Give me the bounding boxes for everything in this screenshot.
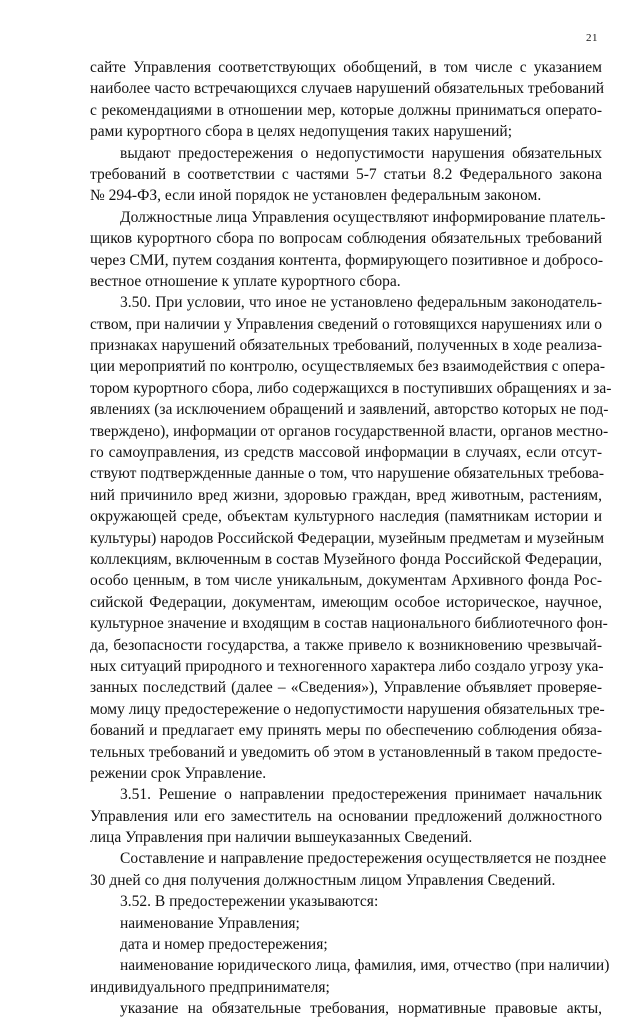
text-line: мому лицу предостережение о недопустимости нарушения обязательных тре- xyxy=(90,700,605,718)
text-line: окружающей среде, объектам культурного наследия (памятникам истории и xyxy=(90,508,602,526)
text-line: лица Управления при наличии вышеуказанных Сведений. xyxy=(90,829,473,847)
text-line: культурное значение и входящим в состав национального библиотечного фон- xyxy=(90,615,608,633)
text-line: бований и предлагает ему принять меры по обеспечению соблюдения обяза- xyxy=(90,722,602,740)
text-line: тверждено), информации от органов государственной власти, органов местно- xyxy=(90,422,609,440)
text-line: вестное отношение к уплате курортного сбора. xyxy=(90,272,401,290)
body-text xyxy=(90,57,612,1020)
text-line: указание на обязательные требования, нормативные правовые акты, xyxy=(120,1000,602,1018)
text-line: тором курортного сбора, либо содержащихся в поступивших обращениях и за- xyxy=(90,379,612,397)
text-line: режении срок Управление. xyxy=(90,764,267,782)
text-line: сийской Федерации, документам, имеющим особое историческое, научное, xyxy=(90,593,602,611)
text-line: индивидуального предпринимателя; xyxy=(90,978,330,996)
text-line: ний причинило вред жизни, здоровью граждан, вред животным, растениям, xyxy=(90,486,602,504)
text-line: 3.51. Решение о направлении предостережения принимает начальник xyxy=(120,786,602,804)
text-line: 30 дней со дня получения должностным лицом Управления Сведений. xyxy=(90,871,556,889)
text-line: сайте Управления соответствующих обобщений, в том числе с указанием xyxy=(90,59,602,76)
text-line: 3.50. При условии, что иное не установлено федеральным законодатель- xyxy=(120,294,602,312)
text-line: Составление и направление предостережения осуществляется не позднее xyxy=(120,850,607,868)
text-line: признаках нарушений обязательных требований, полученных в ходе реализа- xyxy=(90,337,603,355)
text-line: го самоуправления, из средств массовой информации в случаях, если отсут- xyxy=(90,444,602,462)
text-line: требований в соответствии с частями 5-7 статьи 8.2 Федерального закона xyxy=(90,165,602,183)
page-number: 21 xyxy=(586,32,598,44)
text-line: Должностные лица Управления осуществляют информирование платель- xyxy=(120,208,606,226)
text-line: выдают предостережения о недопустимости нарушения обязательных xyxy=(120,144,602,162)
text-line: дата и номер предостережения; xyxy=(120,936,328,954)
text-line: № 294-ФЗ, если иной порядок не установлен федеральным законом. xyxy=(90,187,542,205)
text-line: наименование юридического лица, фамилия, имя, отчество (при наличии) xyxy=(120,957,610,975)
text-line: явлениях (за исключением обращений и заявлений, авторство которых не под- xyxy=(90,401,609,419)
text-line: культуры) народов Российской Федерации, музейным предметам и музейным xyxy=(90,529,604,547)
text-line: ством, при наличии у Управления сведений о готовящихся нарушениях или о xyxy=(90,315,602,333)
text-line: занных последствий (далее – «Сведения»), Управление объявляет проверяе- xyxy=(90,679,602,697)
text-line: ных ситуаций природного и техногенного характера либо создало угрозу ука- xyxy=(90,657,604,675)
text-line: ции мероприятий по контролю, осуществляемых без взаимодействия с опера- xyxy=(90,358,606,376)
text-line: коллекциям, включенным в состав Музейного фонда Российской Федерации, xyxy=(90,550,602,568)
text-line: Управления или его заместитель на основании предложений должностного xyxy=(90,807,602,825)
text-line: да, безопасности государства, а также привело к возникновению чрезвычай- xyxy=(90,636,602,654)
text-line: щиков курортного сбора по вопросам соблюдения обязательных требований xyxy=(90,230,602,248)
text-line: наиболее часто встречающихся случаев нарушений обязательных требований xyxy=(90,80,605,98)
text-line: ствуют подтвержденные данные о том, что нарушение обязательных требова- xyxy=(90,465,605,483)
text-line: с рекомендациями в отношении мер, которые должны приниматься операто- xyxy=(90,101,602,119)
text-line: тельных требований и уведомить об этом в установленный в таком предосте- xyxy=(90,743,602,761)
text-line: особо ценным, в том числе уникальным, документам Архивного фонда Рос- xyxy=(90,572,602,590)
text-line: рами курортного сбора в целях недопущения таких нарушений; xyxy=(90,123,513,141)
text-line: наименование Управления; xyxy=(120,914,300,932)
text-line: 3.52. В предостережении указываются: xyxy=(120,893,379,911)
text-line: через СМИ, путем создания контента, формирующего позитивное и добросо- xyxy=(90,251,604,269)
